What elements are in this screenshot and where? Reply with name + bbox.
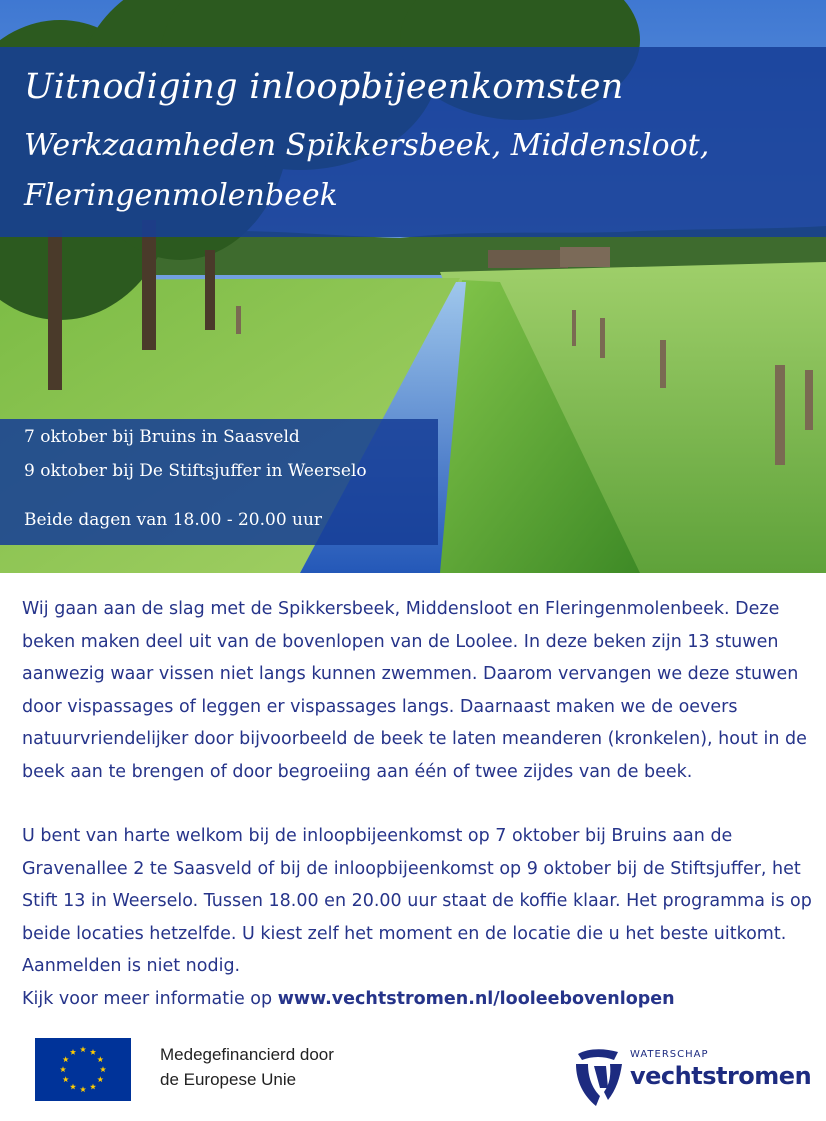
eu-line-1: Medegefinancierd door: [160, 1045, 334, 1064]
title-line-1: Uitnodiging inloopbijeenkomsten: [24, 67, 624, 107]
body-text: [22, 593, 817, 1015]
date-band: [0, 419, 438, 545]
paragraph-intro: Wij gaan aan de slag met de Spikkersbeek, Middensloot en Fleringenmolenbeek. Deze beken maken deel uit van de bovenlopen van de Loolee. In deze beken zijn 13 stuwen aanwezig waar vissen niet langs kunnen zwemmen. Daarom vervangen we deze stuwen door vispassages of leggen er vispassages langs. Daarnaast maken we de oevers natuurvriendelijker door bijvoorbeeld de beek te laten meanderen (kronkelen), hout in de beek aan te brengen of door begroeiing aan één of twee zijdes van de beek.: [22, 599, 807, 782]
time-line: Beide dagen van 18.00 - 20.00 uur: [24, 510, 323, 530]
vechtstromen-logo-icon: [574, 1046, 624, 1108]
date-line-2: 9 oktober bij De Stiftsjuffer in Weerselo: [24, 461, 367, 481]
title-band: [0, 47, 826, 237]
title-line-2: Werkzaamheden Spikkersbeek, Middensloot, Fleringenmolenbeek: [24, 128, 710, 213]
logo-small-text: WATERSCHAP: [630, 1049, 709, 1060]
paragraph-welcome: U bent van harte welkom bij de inloopbijeenkomst op 7 oktober bij Bruins aan de Gravenallee 2 te Saasveld of bij de inloopbijeenkomst op 9 oktober bij de Stiftsjuffer, het Stift 13 in Weerselo. Tussen 18.00 en 20.00 uur staat de koffie klaar. Het programma is op beide locaties hetzelfde. U kiest zelf het moment en de locatie die u het beste uitkomt. Aanmelden is niet nodig.: [22, 826, 812, 976]
eu-flag-icon: [35, 1038, 131, 1101]
more-info-line: [22, 983, 817, 1016]
vechtstromen-logo: [574, 1040, 812, 1110]
footer: [0, 1036, 826, 1121]
more-info-prefix: Kijk voor meer informatie op: [22, 988, 278, 1009]
logo-name-text: vechtstromen: [630, 1062, 812, 1090]
date-line-1: 7 oktober bij Bruins in Saasveld: [24, 427, 300, 447]
eu-line-2: de Europese Unie: [160, 1070, 297, 1089]
more-info-link[interactable]: www.vechtstromen.nl/looleebovenlopen: [277, 988, 675, 1009]
eu-funding-text: [160, 1042, 334, 1092]
